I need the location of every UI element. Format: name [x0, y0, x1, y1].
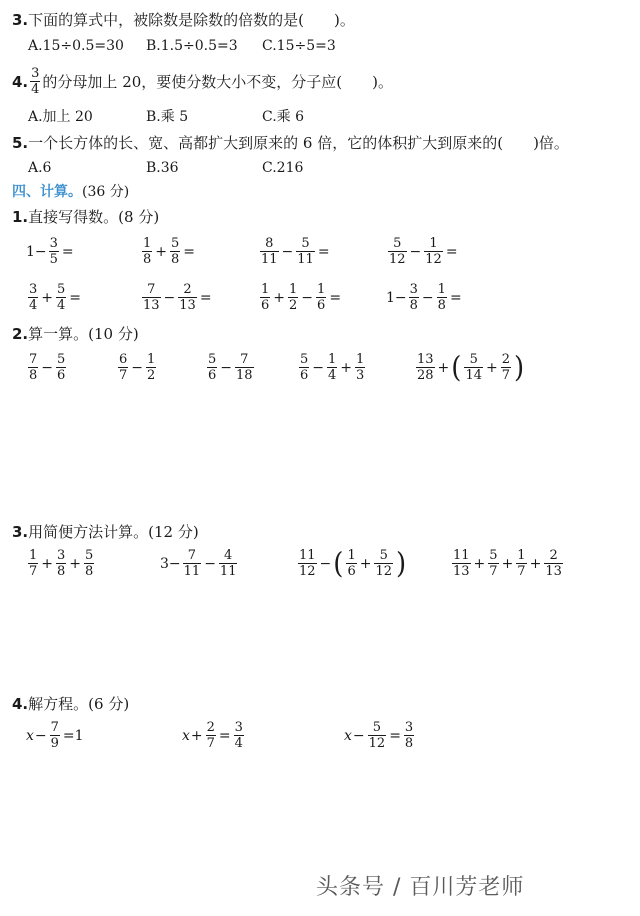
question-number: 5. [12, 134, 29, 152]
option-b: B.1.5÷0.5=3 [146, 38, 238, 54]
question-number: 3. [12, 11, 29, 29]
expression: 3− $\frac{7}{11}$ − $\frac{4}{11}$ [160, 548, 237, 579]
part-1-title: 1.直接写得数。(8 分) [12, 208, 160, 226]
expression: $\frac{5}{12}$ − $\frac{1}{12}$ = [389, 236, 458, 267]
option-a: A.加上 20 [28, 109, 93, 125]
option-c: C.216 [262, 160, 304, 176]
expression: $\frac{7}{8}$ − $\frac{5}{6}$ [29, 352, 66, 383]
expression: $\frac{7}{13}$ − $\frac{2}{13}$ = [143, 282, 212, 313]
watermark: 头条号 / 百川芳老师 [316, 875, 525, 900]
option-c: C.15÷5=3 [262, 38, 336, 54]
equation: x − $\frac{7}{9}$ =1 [26, 720, 84, 751]
question-5 [12, 133, 569, 153]
part-4-title: 4.解方程。(6 分) [12, 695, 130, 713]
expression: $\frac{13}{28}$ + ( $\frac{5}{14}$ + $\frac{2}{7}$ ) [417, 351, 525, 384]
fraction: $\frac{3}{4}$ [31, 66, 40, 97]
question-text: 一个长方体的长、宽、高都扩大到原来的 6 倍，它的体积扩大到原来的( )倍。 [28, 134, 569, 152]
question-4 [12, 66, 393, 97]
option-a: A.6 [28, 160, 52, 176]
option-b: B.乘 5 [146, 109, 189, 125]
option-c: C.乘 6 [262, 109, 305, 125]
expression: $\frac{3}{4}$ + $\frac{5}{4}$ = [29, 282, 82, 313]
expression: $\frac{8}{11}$ − $\frac{5}{11}$ = [261, 236, 330, 267]
option-b: B.36 [146, 160, 179, 176]
question-text: 下面的算式中，被除数是除数的倍数的是( )。 [28, 11, 355, 29]
expression: $\frac{1}{7}$ + $\frac{3}{8}$ + $\frac{5}{8}$ [29, 548, 94, 579]
expression: $\frac{6}{7}$ − $\frac{1}{2}$ [119, 352, 156, 383]
equation: x + $\frac{2}{7}$ = $\frac{3}{4}$ [182, 720, 243, 751]
expression: $\frac{1}{8}$ + $\frac{5}{8}$ = [143, 236, 196, 267]
option-a: A.15÷0.5=30 [28, 38, 124, 54]
expression: $\frac{11}{12}$ − ( $\frac{1}{6}$ + $\frac{5}{12}$ ) [299, 547, 407, 580]
expression: 1− $\frac{3}{5}$ = [26, 236, 74, 267]
section-title: 四、计算。(36 分) [12, 184, 130, 200]
question-text: 的分母加上 20，要使分数大小不变，分子应( )。 [42, 72, 393, 91]
expression: $\frac{5}{6}$ − $\frac{1}{4}$ + $\frac{1}{3}$ [300, 352, 365, 383]
part-2-title: 2.算一算。(10 分) [12, 325, 139, 343]
question-3 [12, 10, 355, 30]
expression: $\frac{5}{6}$ − $\frac{7}{18}$ [208, 352, 253, 383]
expression: 1− $\frac{3}{8}$ − $\frac{1}{8}$ = [386, 282, 462, 313]
part-3-title: 3.用简便方法计算。(12 分) [12, 523, 199, 541]
question-number: 4. [12, 72, 29, 91]
equation: x − $\frac{5}{12}$ = $\frac{3}{8}$ [344, 720, 414, 751]
expression: $\frac{11}{13}$ + $\frac{5}{7}$ + $\frac{1}{7}$ + $\frac{2}{13}$ [453, 548, 562, 579]
expression: $\frac{1}{6}$ + $\frac{1}{2}$ − $\frac{1}{6}$ = [261, 282, 342, 313]
